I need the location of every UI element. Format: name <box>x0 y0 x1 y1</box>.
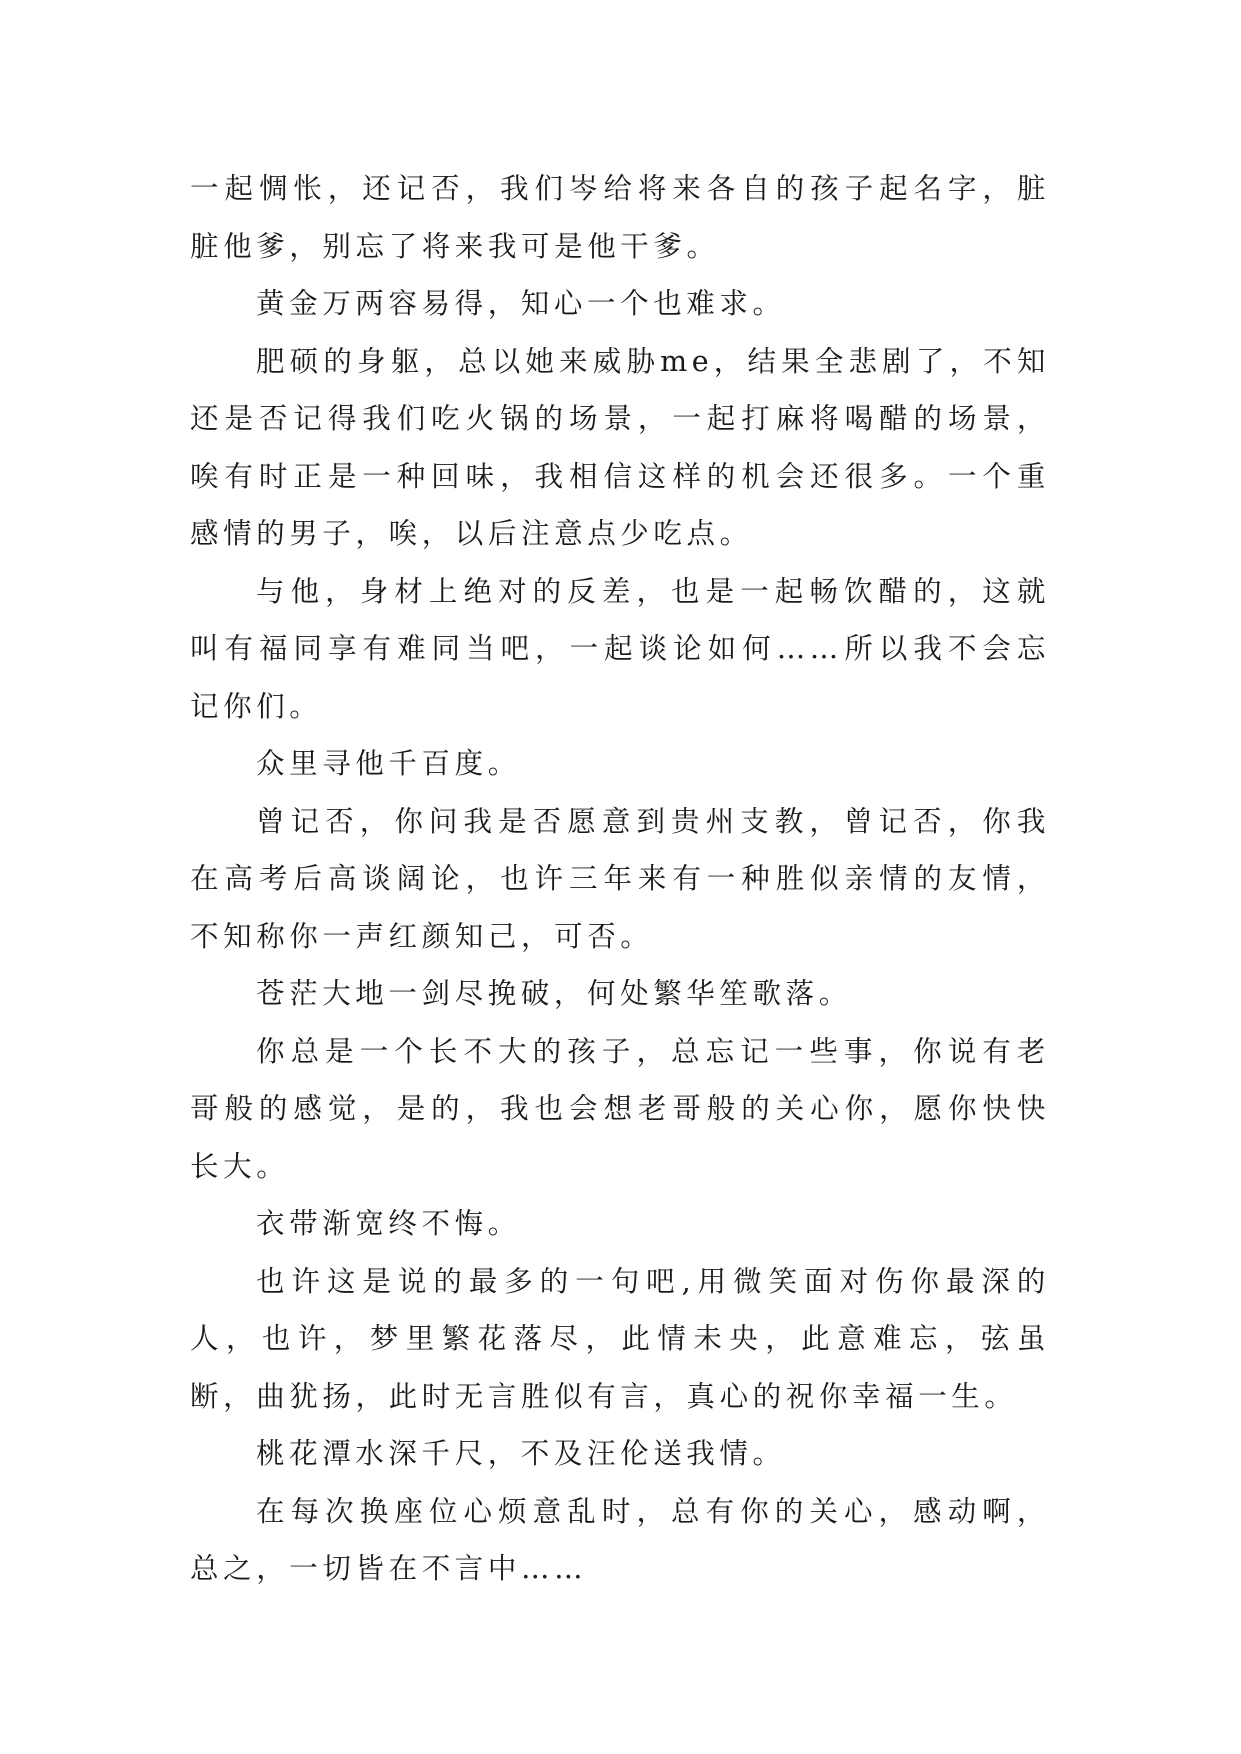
paragraph: 众里寻他千百度。 <box>256 747 521 780</box>
paragraph: 在每次换座位心烦意乱时，总有你的关心，感动啊，总之，一切皆在不言中…… <box>190 1494 1050 1585</box>
paragraph: 衣带渐宽终不悔。 <box>256 1207 521 1240</box>
paragraph: 桃花潭水深千尺，不及汪伦送我情。 <box>256 1437 786 1470</box>
document-body <box>190 160 1050 1598</box>
paragraph: 与他，身材上绝对的反差，也是一起畅饮醋的，这就叫有福同享有难同当吧，一起谈论如何……所以我不会忘记你们。 <box>190 574 1050 723</box>
paragraph: 一起惆怅，还记否，我们岑给将来各自的孩子起名字，脏脏他爹，别忘了将来我可是他干爹。 <box>190 172 1050 263</box>
paragraph: 苍茫大地一剑尽挽破，何处繁华笙歌落。 <box>256 977 852 1010</box>
paragraph: 肥硕的身躯，总以她来威胁me，结果全悲剧了，不知还是否记得我们吃火锅的场景，一起打麻将喝醋的场景，唉有时正是一种回味，我相信这样的机会还很多。一个重感情的男子，唉，以后注意点少吃点。 <box>190 344 1050 550</box>
paragraph: 黄金万两容易得，知心一个也难求。 <box>256 287 786 320</box>
paragraph: 曾记否，你问我是否愿意到贵州支教，曾记否，你我在高考后高谈阔论，也许三年来有一种胜似亲情的友情，不知称你一声红颜知己，可否。 <box>190 804 1050 953</box>
paragraph: 你总是一个长不大的孩子，总忘记一些事，你说有老哥般的感觉，是的，我也会想老哥般的关心你，愿你快快长大。 <box>190 1034 1050 1183</box>
paragraph: 也许这是说的最多的一句吧,用微笑面对伤你最深的人，也许，梦里繁花落尽，此情未央，此意难忘，弦虽断，曲犹扬，此时无言胜似有言，真心的祝你幸福一生。 <box>190 1264 1050 1413</box>
